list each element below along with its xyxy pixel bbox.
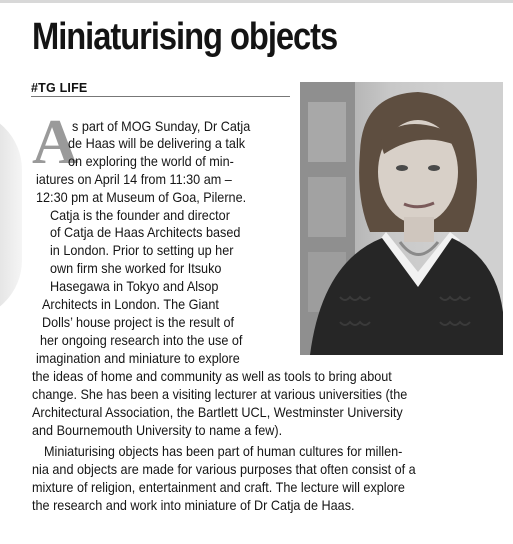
body-line: de Haas will be delivering a talk bbox=[68, 136, 246, 151]
body-line: imagination and miniature to explore bbox=[36, 351, 240, 366]
body-line: Catja is the founder and director bbox=[50, 208, 230, 223]
body-line: change. She has been a visiting lecturer at various universities (the bbox=[32, 387, 408, 402]
body-line: s part of MOG Sunday, Dr Catja bbox=[72, 119, 251, 134]
body-line: the ideas of home and community as well as tools to bring about bbox=[32, 369, 392, 384]
body-line: 12:30 pm at Museum of Goa, Pilerne. bbox=[36, 190, 247, 205]
body-line: Architectural Association, the Bartlett UCL, Westminster University bbox=[32, 405, 403, 420]
body-line: her ongoing research into the use of bbox=[40, 333, 243, 348]
drop-cap: A bbox=[32, 106, 79, 177]
body-line: Dolls’ house project is the result of bbox=[42, 315, 235, 330]
left-edge-shape bbox=[0, 110, 22, 320]
body-line: the research and work into miniature of Dr Catja de Haas. bbox=[32, 498, 355, 513]
body-line: nia and objects are made for various purposes that often consist of a bbox=[32, 462, 416, 477]
body-line: in London. Prior to setting up her bbox=[50, 243, 234, 258]
body-line: iatures on April 14 from 11:30 am – bbox=[36, 172, 232, 187]
body-line: own firm she worked for Itsuko bbox=[50, 261, 222, 276]
body-line: of Catja de Haas Architects based bbox=[50, 225, 241, 240]
body-line: Miniaturising objects has been part of human cultures for millen- bbox=[44, 444, 403, 459]
portrait-image bbox=[300, 82, 503, 355]
section-divider bbox=[31, 96, 290, 97]
body-line: mixture of religion, entertainment and craft. The lecture will explore bbox=[32, 480, 405, 495]
top-border bbox=[0, 0, 513, 3]
section-tag: #TG LIFE bbox=[31, 81, 88, 95]
body-line: on exploring the world of min- bbox=[68, 154, 234, 169]
body-line: Hasegawa in Tokyo and Alsop bbox=[50, 279, 219, 294]
body-line: and Bournemouth University to name a few). bbox=[32, 423, 283, 438]
headline: Miniaturising objects bbox=[32, 16, 338, 58]
body-line: Architects in London. The Giant bbox=[42, 297, 219, 312]
portrait-photo bbox=[300, 82, 503, 355]
